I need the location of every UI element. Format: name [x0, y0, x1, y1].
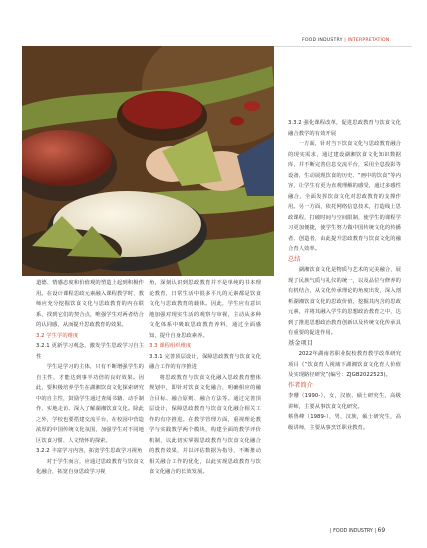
- zongzi-photo: [22, 46, 274, 276]
- author-heading: 作者简介: [288, 381, 313, 389]
- subsection-heading: 3.2.2 丰富学习内容，拓宽学生思政学习视角: [36, 448, 143, 454]
- paragraph: 湖湘饮食文化是物质与艺术的完美融合，展现了民族气质与礼仪的统一，以及品位与修养的有机结合，从文化传承理论的角度出发，深入剖析湖湘饮食文化的思政价值，挖掘其内含的思政元素，并将其融入学生的思想政治教育之中，达到了推进思想政治教育创新以及传统文化传承具有重要的促进作用。: [288, 267, 401, 336]
- fund-heading: 基金项目: [288, 339, 313, 347]
- subsection-heading: 3.3.1 完善顶层设计，保障思政教育与饮食文化融合工作的有序推进: [149, 353, 261, 370]
- paragraph: 道德、情感态度和价值观的塑造上起到积极作用。在设计课程思政元素融入课程教学时，教师应充分挖掘饮食文化与思政教育的内在联系，找到它们的契合点，唯强学生对两者结合的认同感，从而提升思政教育的效果。: [36, 280, 144, 328]
- paragraph: 一方面，针对当下饮食文化与思政教育融合的现实需求，通过建设湖湘饮食文化知识数据库，并不断完善信息交流平台，采用全息投影等设备，生动展现饮食的历史、“画中的饮食”等内容，让学生有更为直观理解的感受，通过多感性融合，全面发挥饮食文化对思政教育的支撑作用。另一方面，依托网络信息技术，打造线上思政课程，打破时间与空间限制，使学生的课程学习更加便捷，使学生努力做中国传统文化的传播者、创造者，由此提升思政教育与饮食文化的融合育人效率。: [288, 141, 401, 252]
- zongzi-photo-illustration: [22, 46, 274, 276]
- paragraph: 将思政教育与饮食文化融入思政教育整体规划中，即针对饮食文化融合，明确相应的融合目标、融合原则、融合方法等。通过完善顶层设计，保障思政教育与饮食文化融合相关工作的有序推进。在教学管理方面，重视理论教学与实践教学两个模块，构建全面的教学评价机制，以此切实掌握思政教育与饮食文化融合的教育效果，并以评估数据为指导，不断推动相关融合工作的优化，以此实现思政教育与饮食文化融合的长效发展。: [149, 374, 261, 475]
- text-column-3: [288, 118, 401, 433]
- text-column-2: [149, 278, 261, 478]
- text-column-1: [36, 278, 144, 478]
- paragraph: 学生是学习的主体，只有不断增强学生的自主性，才能达到事半功倍的良好效果。因此，要积极培养学生在湖湘饮食文化探索研究中的自主性，鼓励学生通过查阅书籍、动手制作、实地走访、深入了解湖湘饮食文化。除此之外，学校也要搭建交流平台，在校园中营造浓厚的中国传统文化氛围，加强学生对不同地区饮食习惯、人文情怀的探索。: [36, 364, 144, 444]
- header-section: INTERPRETATION: [347, 38, 390, 43]
- paragraph: 对于学生而言，应通过思政教育与饮食文化融合，拓宽自身思政学习视: [36, 458, 144, 475]
- header-magazine: FOOD INDUSTRY: [302, 38, 343, 43]
- subsection-heading: 3.2.1 更新学习观念，激发学生思政学习自主性: [36, 343, 144, 360]
- author-bio: 李珊（1990-），女，汉族，硕士研究生，高级讲师，主要从事饮食文化研究。: [288, 393, 401, 410]
- section-heading: 3.3 课程组织维度: [149, 343, 192, 349]
- paragraph: 2022年湖南省职业院校教育教学改革研究项目《“饮食育人视域下湖湘饮食文化育人价值及实现路径研究”(编号：ZJGB2022523)。: [288, 351, 401, 378]
- paragraph: 角，深刻认识到思政教育并不是单纯的书本理论教育，日常生活中很多平凡的元素都是饮食文化与思政教育的载体。因此，学生应有意识地加强对现实生活的观察与审视，主动从多种文化体系中吸取思政教育养料，通过全面感知，提升自身思政素养。: [149, 280, 261, 339]
- author-bio: 蔡鲁峰（1989-），男，汉族，硕士研究生，高级讲师，主要从事烹饪职业教育。: [288, 414, 401, 431]
- running-header: FOOD INDUSTRY | INTERPRETATION: [302, 38, 390, 43]
- page-number: 69: [377, 527, 386, 534]
- footer-magazine: FOOD INDUSTRY: [333, 529, 373, 534]
- page-footer: | FOOD INDUSTRY | 69: [330, 527, 386, 534]
- conclusion-heading: 总结: [288, 255, 301, 263]
- header-rule: [270, 46, 412, 47]
- subsection-heading: 3.3.2 强化课程改革，促进思政教育与饮食文化融合教学的有效开展: [288, 120, 401, 137]
- section-heading: 3.2 学生学的维度: [36, 332, 79, 339]
